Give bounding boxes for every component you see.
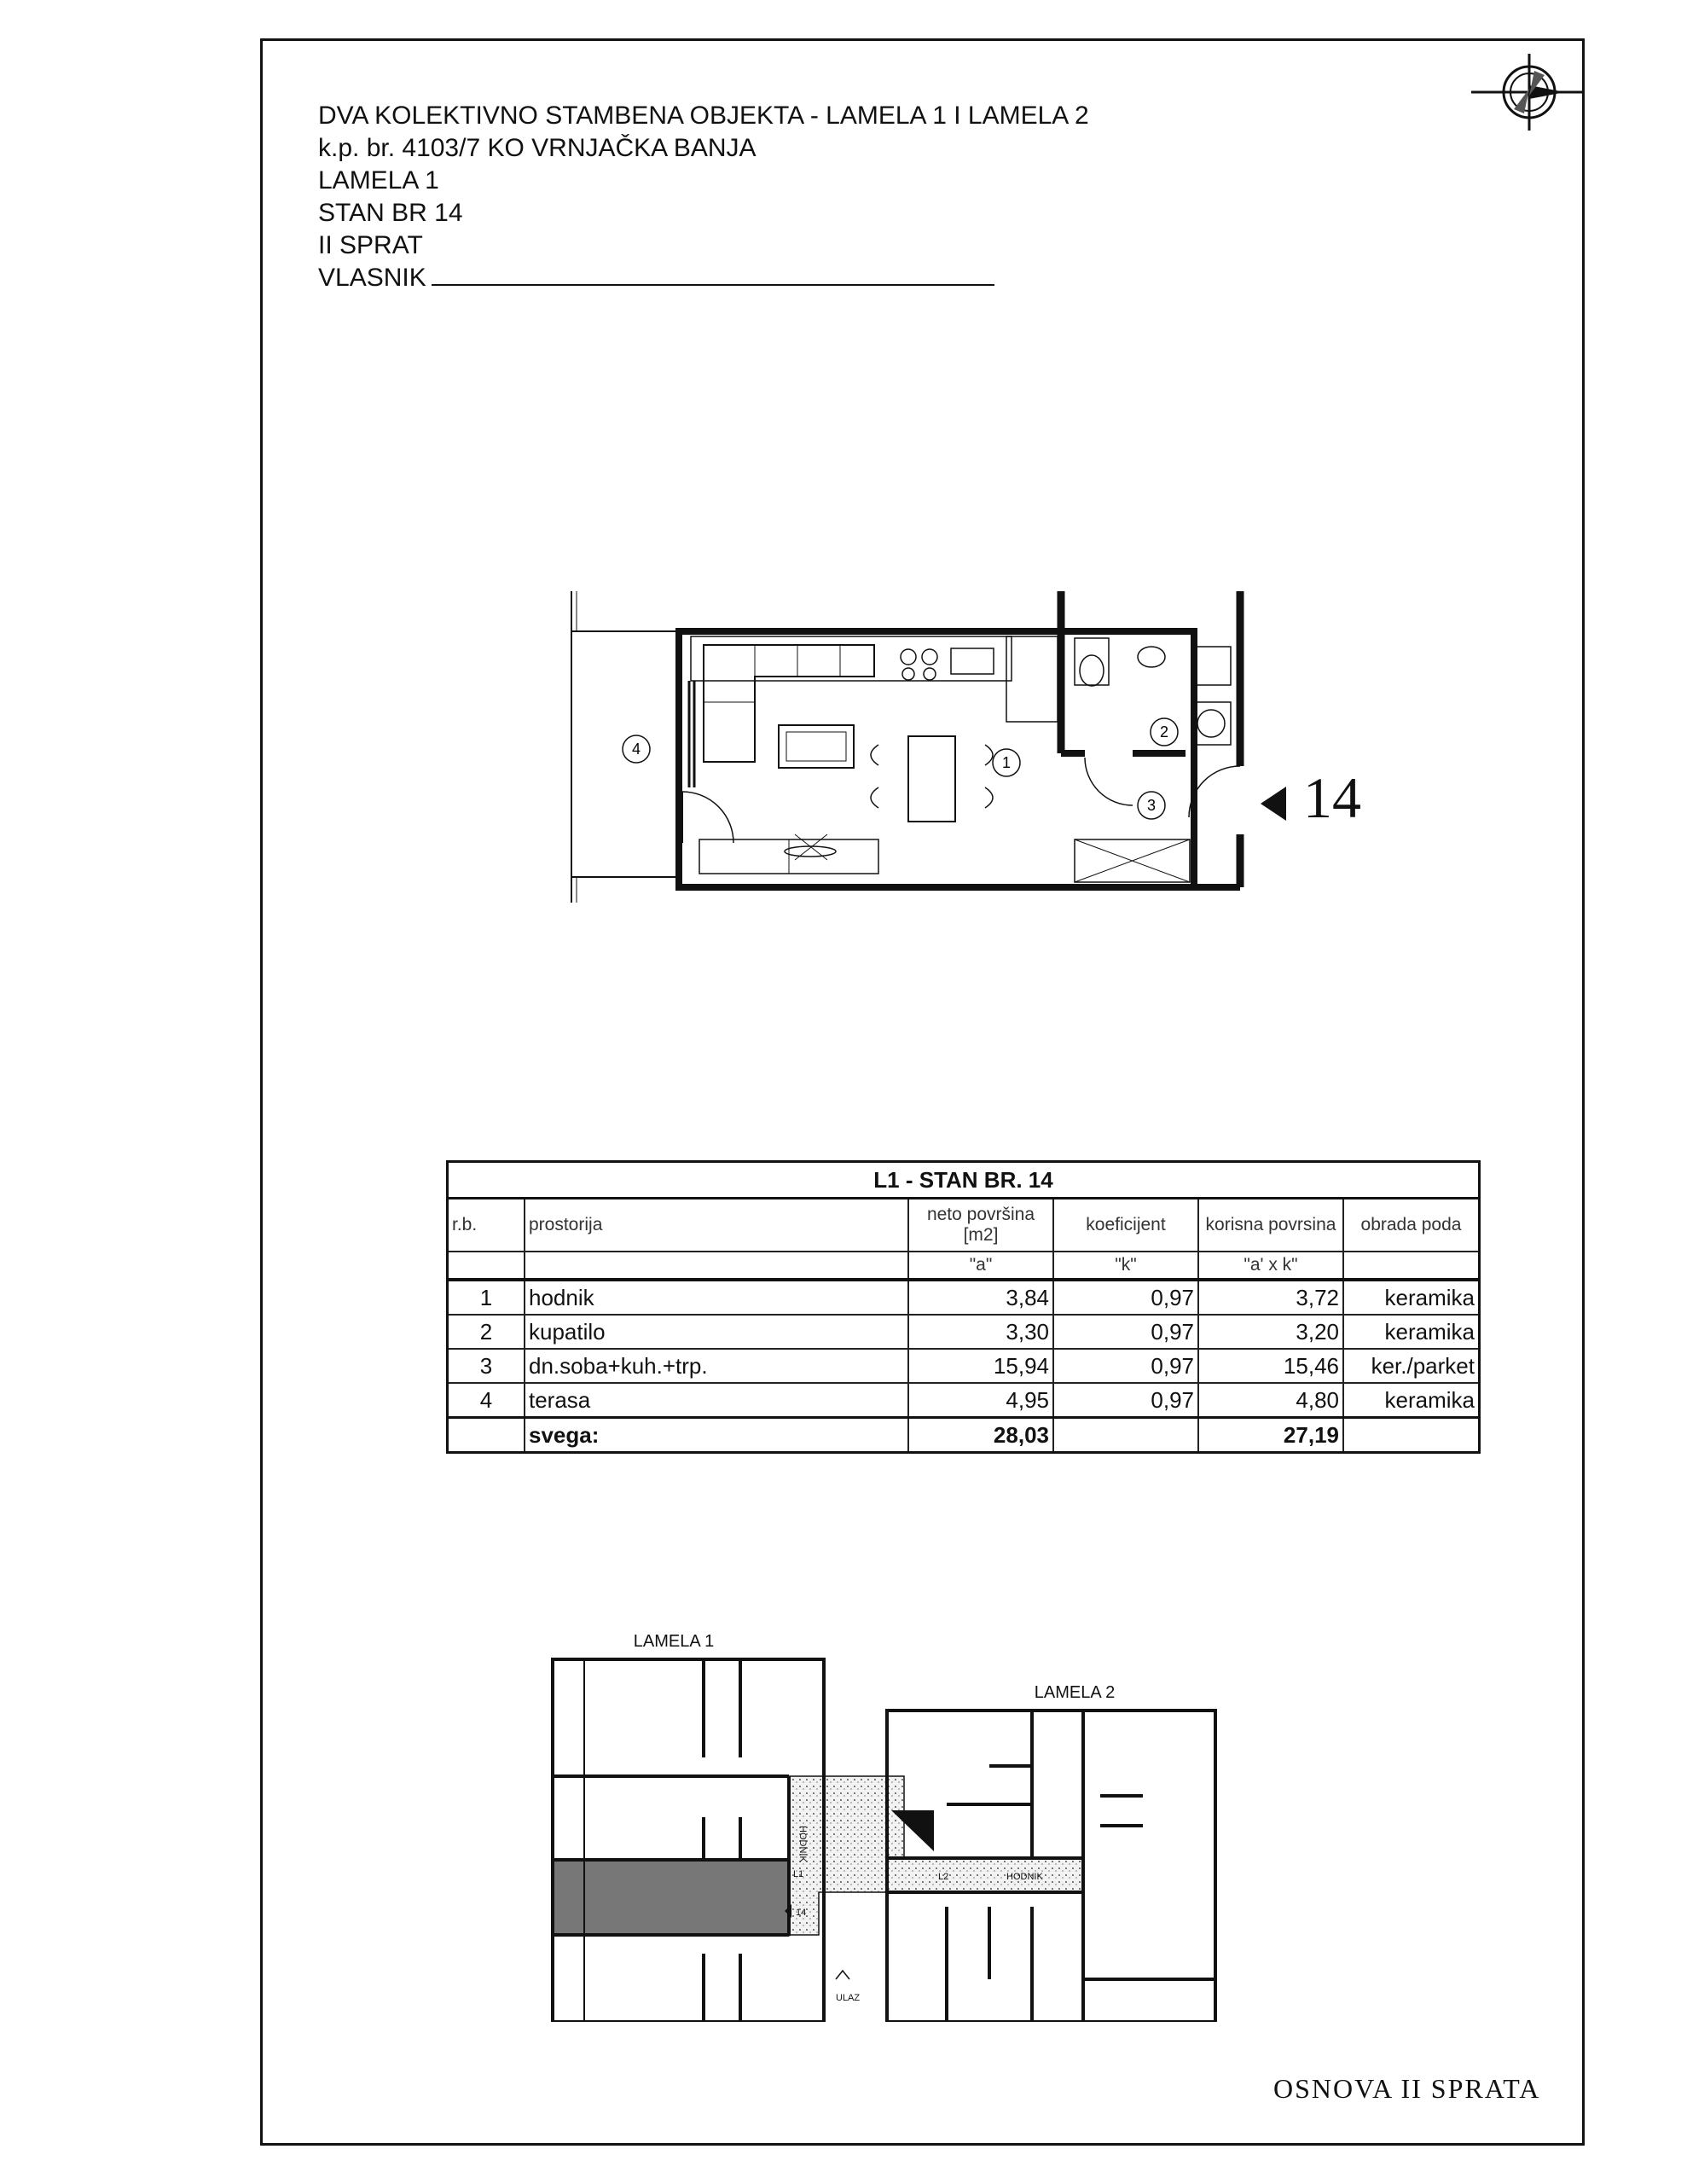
lamela2-short-label: L2 (938, 1872, 949, 1882)
plan-room-label: 4 (631, 741, 641, 758)
cell-rb: 2 (448, 1315, 525, 1349)
cell-coefficient: 0,97 (1053, 1280, 1198, 1315)
total-useful-area: 27,19 (1198, 1418, 1343, 1453)
col-header-floor-finish: obrada poda (1343, 1199, 1480, 1252)
lamela1-short-label: L1 (793, 1869, 804, 1879)
subheader-net-area: "a" (908, 1252, 1053, 1280)
subheader-coefficient: "k" (1053, 1252, 1198, 1280)
floor-overview-plan (546, 1621, 1262, 2022)
owner-row (318, 262, 1089, 294)
cell-net-area: 3,30 (908, 1315, 1053, 1349)
entrance-arrow-icon (1261, 787, 1286, 821)
apartment-floor-plan (563, 587, 1365, 911)
col-header-useful-area: korisna povrsina (1198, 1199, 1343, 1252)
table-total-row (448, 1418, 1480, 1453)
corridor-label: HODNIK (1006, 1872, 1043, 1882)
cell-room: terasa (525, 1383, 908, 1418)
cell-rb: 4 (448, 1383, 525, 1418)
total-net-area: 28,03 (908, 1418, 1053, 1453)
cell-floor-finish: keramika (1343, 1315, 1480, 1349)
corridor-label: HODNIK (797, 1826, 808, 1862)
floor-plan-caption: OSNOVA II SPRATA (1273, 2073, 1541, 2104)
cell-net-area: 4,95 (908, 1383, 1053, 1418)
col-header-coefficient: koeficijent (1053, 1199, 1198, 1252)
plan-room-label: 3 (1146, 797, 1157, 814)
cell-floor-finish: keramika (1343, 1280, 1480, 1315)
unit-marker-label: 14 (796, 1908, 807, 1918)
north-compass-icon (1463, 49, 1582, 135)
project-title: DVA KOLEKTIVNO STAMBENA OBJEKTA - LAMELA 1 I LAMELA 2 (318, 102, 1089, 130)
cell-coefficient: 0,97 (1053, 1383, 1198, 1418)
table-row (448, 1280, 1480, 1315)
cell-net-area: 15,94 (908, 1349, 1053, 1383)
cell-coefficient: 0,97 (1053, 1315, 1198, 1349)
table-subheader-row (448, 1252, 1480, 1280)
cell-coefficient: 0,97 (1053, 1349, 1198, 1383)
table-title: L1 - STAN BR. 14 (448, 1162, 1480, 1199)
table-header-row (448, 1199, 1480, 1252)
cell-useful-area: 15,46 (1198, 1349, 1343, 1383)
plan-room-label: 2 (1159, 723, 1169, 741)
cell-net-area: 3,84 (908, 1280, 1053, 1315)
area-table (446, 1160, 1481, 1454)
lamela1-label: LAMELA 1 (633, 1632, 715, 1651)
cell-floor-finish: keramika (1343, 1383, 1480, 1418)
floor-label: II SPRAT (318, 231, 423, 259)
cell-floor-finish: ker./parket (1343, 1349, 1480, 1383)
lamela2-label: LAMELA 2 (1034, 1683, 1116, 1702)
cell-useful-area: 4,80 (1198, 1383, 1343, 1418)
unit-label: STAN BR 14 (318, 199, 463, 227)
table-row (448, 1315, 1480, 1349)
document-header (318, 100, 1089, 294)
cell-useful-area: 3,72 (1198, 1280, 1343, 1315)
owner-signature-line (432, 264, 994, 286)
table-row (448, 1349, 1480, 1383)
col-header-room: prostorija (525, 1199, 908, 1252)
table-title-row (448, 1162, 1480, 1199)
col-header-net-area: neto površina [m2] (908, 1199, 1053, 1252)
owner-label: VLASNIK (318, 264, 426, 292)
cell-room: dn.soba+kuh.+trp. (525, 1349, 908, 1383)
lamela-label: LAMELA 1 (318, 166, 439, 195)
parcel-number: k.p. br. 4103/7 KO VRNJAČKA BANJA (318, 134, 757, 162)
col-header-rb: r.b. (448, 1199, 525, 1252)
table-row (448, 1383, 1480, 1418)
total-label: svega: (525, 1418, 908, 1453)
cell-useful-area: 3,20 (1198, 1315, 1343, 1349)
plan-room-label: 1 (1001, 754, 1012, 771)
cell-room: kupatilo (525, 1315, 908, 1349)
plan-unit-number: 14 (1303, 765, 1361, 830)
cell-rb: 1 (448, 1280, 525, 1315)
cell-rb: 3 (448, 1349, 525, 1383)
cell-room: hodnik (525, 1280, 908, 1315)
entry-label: ULAZ (836, 1993, 861, 2003)
subheader-useful-area: "a' x k" (1198, 1252, 1343, 1280)
